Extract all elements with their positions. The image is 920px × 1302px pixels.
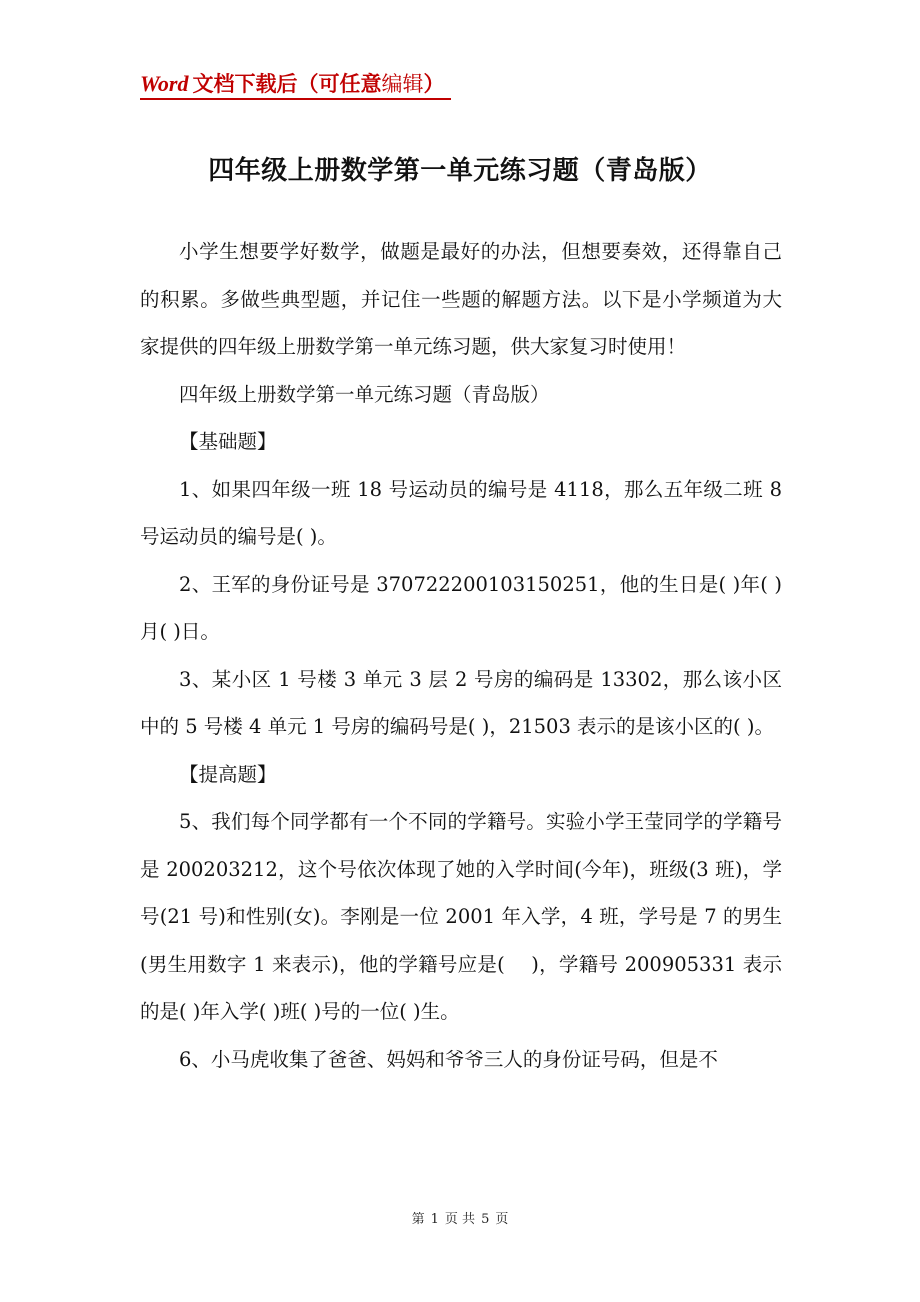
footer-page-number: 1 <box>430 1212 439 1227</box>
intro-paragraph: 小学生想要学好数学，做题是最好的办法，但想要奏效，还得靠自己的积累。多做些典型题，并记住一些题的解题方法。以下是小学频道为大家提供的四年级上册数学第一单元练习题，供大家复习时使用！ <box>140 240 782 358</box>
banner-text: 文档下载后（可任意 <box>192 71 382 96</box>
section-heading-basic: 【基础题】 <box>179 430 277 453</box>
banner-word: Word <box>140 71 189 96</box>
document-title: 四年级上册数学第一单元练习题（青岛版） <box>208 156 712 186</box>
footer-mid: 页 共 <box>444 1212 476 1227</box>
question-2: 2、王军的身份证号是 370722200103150251，他的生日是( )年( )月( )日。 <box>140 572 782 643</box>
footer-suffix: 页 <box>495 1212 509 1227</box>
banner-text-close: ） <box>423 71 445 96</box>
question-1: 1、如果四年级一班 18 号运动员的编号是 4118，那么五年级二班 8 号运动员的编号是( )。 <box>140 477 782 548</box>
question-6: 6、小马虎收集了爸爸、妈妈和爷爷三人的身份证号码，但是不 <box>179 1047 718 1071</box>
download-banner <box>140 68 451 100</box>
question-5: 5、我们每个同学都有一个不同的学籍号。实验小学王莹同学的学籍号是 200203212，这个号依次体现了她的入学时间(今年)，班级(3 班)，学号(21 号)和性别(女)。李刚是一位 2001 年入学，4 班，学号是 7 的男生(男生用数字 1 来表示)，他的学籍号应是( )，学籍号 200905331 表示的是( )年入学( )班( )号的一位( )生。 <box>140 810 782 1023</box>
footer-total-pages: 5 <box>481 1212 490 1227</box>
question-3: 3、某小区 1 号楼 3 单元 3 层 2 号房的编码是 13302，那么该小区中的 5 号楼 4 单元 1 号房的编码号是( )，21503 表示的是该小区的( )。 <box>140 667 782 738</box>
banner-text-edit: 编辑 <box>381 72 424 96</box>
footer-prefix: 第 <box>411 1212 425 1227</box>
document-body <box>140 228 782 1083</box>
subtitle-paragraph: 四年级上册数学第一单元练习题（青岛版） <box>179 382 550 406</box>
page-footer <box>0 1208 920 1227</box>
section-heading-advanced: 【提高题】 <box>179 762 277 786</box>
